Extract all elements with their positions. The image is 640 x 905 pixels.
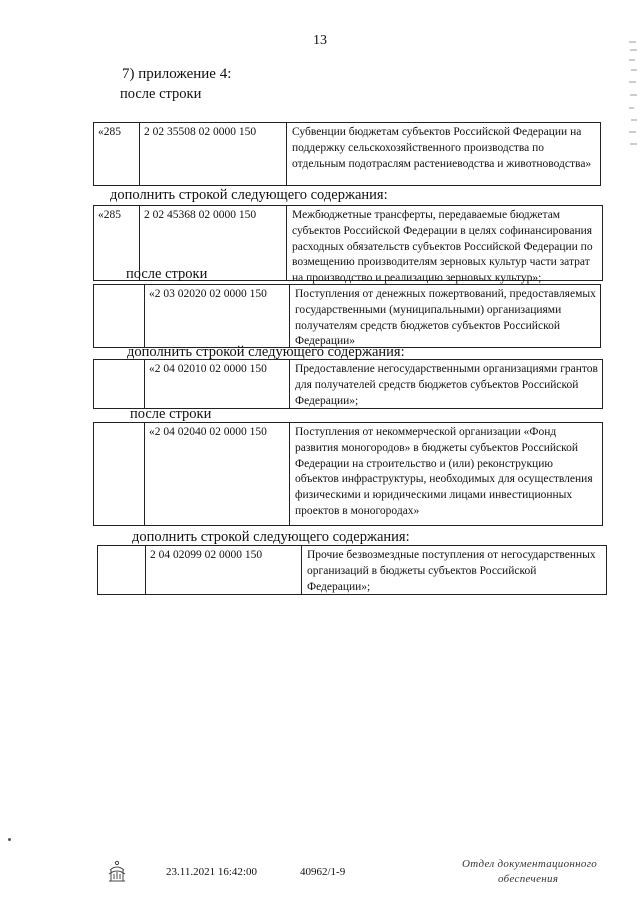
row-number-cell: «285 [98,209,121,221]
code-cell: «2 03 02020 02 0000 150 [144,285,289,347]
description-cell: Прочие безвозмездные поступления от негосударственных организаций в бюджеты субъектов Российской Федерации»; [301,546,606,594]
block-label: после строки [130,406,212,422]
table-row [93,284,601,348]
footer-datetime: 23.11.2021 16:42:00 [166,866,257,878]
emblem-icon [106,860,128,884]
description-cell: Межбюджетные трансферты, передаваемые бюджетам субъектов Российской Федерации в целях софинансирования расходных обязательств субъектов Российской Федерации по возмещению производителям зерновых культур части затрат на производство и реализацию зерновых культур»; [286,206,602,280]
code-cell: 2 02 35508 02 0000 150 [139,123,286,185]
scan-marks [628,40,638,150]
block-label: дополнить строкой следующего содержания: [127,344,405,360]
block-label: дополнить строкой следующего содержания: [110,187,388,203]
description-cell: Субвенции бюджетам субъектов Российской Федерации на поддержку сельскохозяйственного производства по отдельным подотраслям растениеводства и животноводства» [286,123,600,185]
row-number-cell: «285 [98,126,121,138]
code-cell: 2 02 45368 02 0000 150 [139,206,286,280]
table-row [93,422,603,526]
block-label: после строки [126,266,208,282]
footer-doc-number: 40962/1-9 [300,866,346,878]
block-label: после строки [120,86,202,102]
row-number-cell [98,546,145,594]
code-cell: «2 04 02040 02 0000 150 [144,423,289,525]
page-number: 13 [313,33,327,48]
description-cell: Поступления от денежных пожертвований, предоставляемых государственными (муниципальными) организациями получателям средств бюджетов субъектов Российской Федерации» [289,285,600,347]
stamp-line1: Отдел документационного [462,858,598,870]
code-cell: 2 04 02099 02 0000 150 [145,546,301,594]
description-cell: Поступления от некоммерческой организации «Фонд развития моногородов» в бюджеты субъектов Российской Федерации на строительство и (или) реконструкцию объектов инфраструктуры, необходимых для осуществления физическими и юридическими лицами инвестиционных проектов в моногородах» [289,423,602,525]
row-number-cell [94,423,144,525]
stamp-line2: обеспечения [498,873,559,885]
table-row [93,122,601,186]
block-label: дополнить строкой следующего содержания: [132,529,410,545]
table-row [97,545,607,595]
description-cell: Предоставление негосударственными организациями грантов для получателей средств бюджетов субъектов Российской Федерации»; [289,360,602,408]
code-cell: «2 04 02010 02 0000 150 [144,360,289,408]
scan-dot [8,838,11,841]
row-number-cell [94,285,144,347]
section-title: 7) приложение 4: [122,66,232,82]
table-row [93,359,603,409]
row-number-cell [94,360,144,408]
